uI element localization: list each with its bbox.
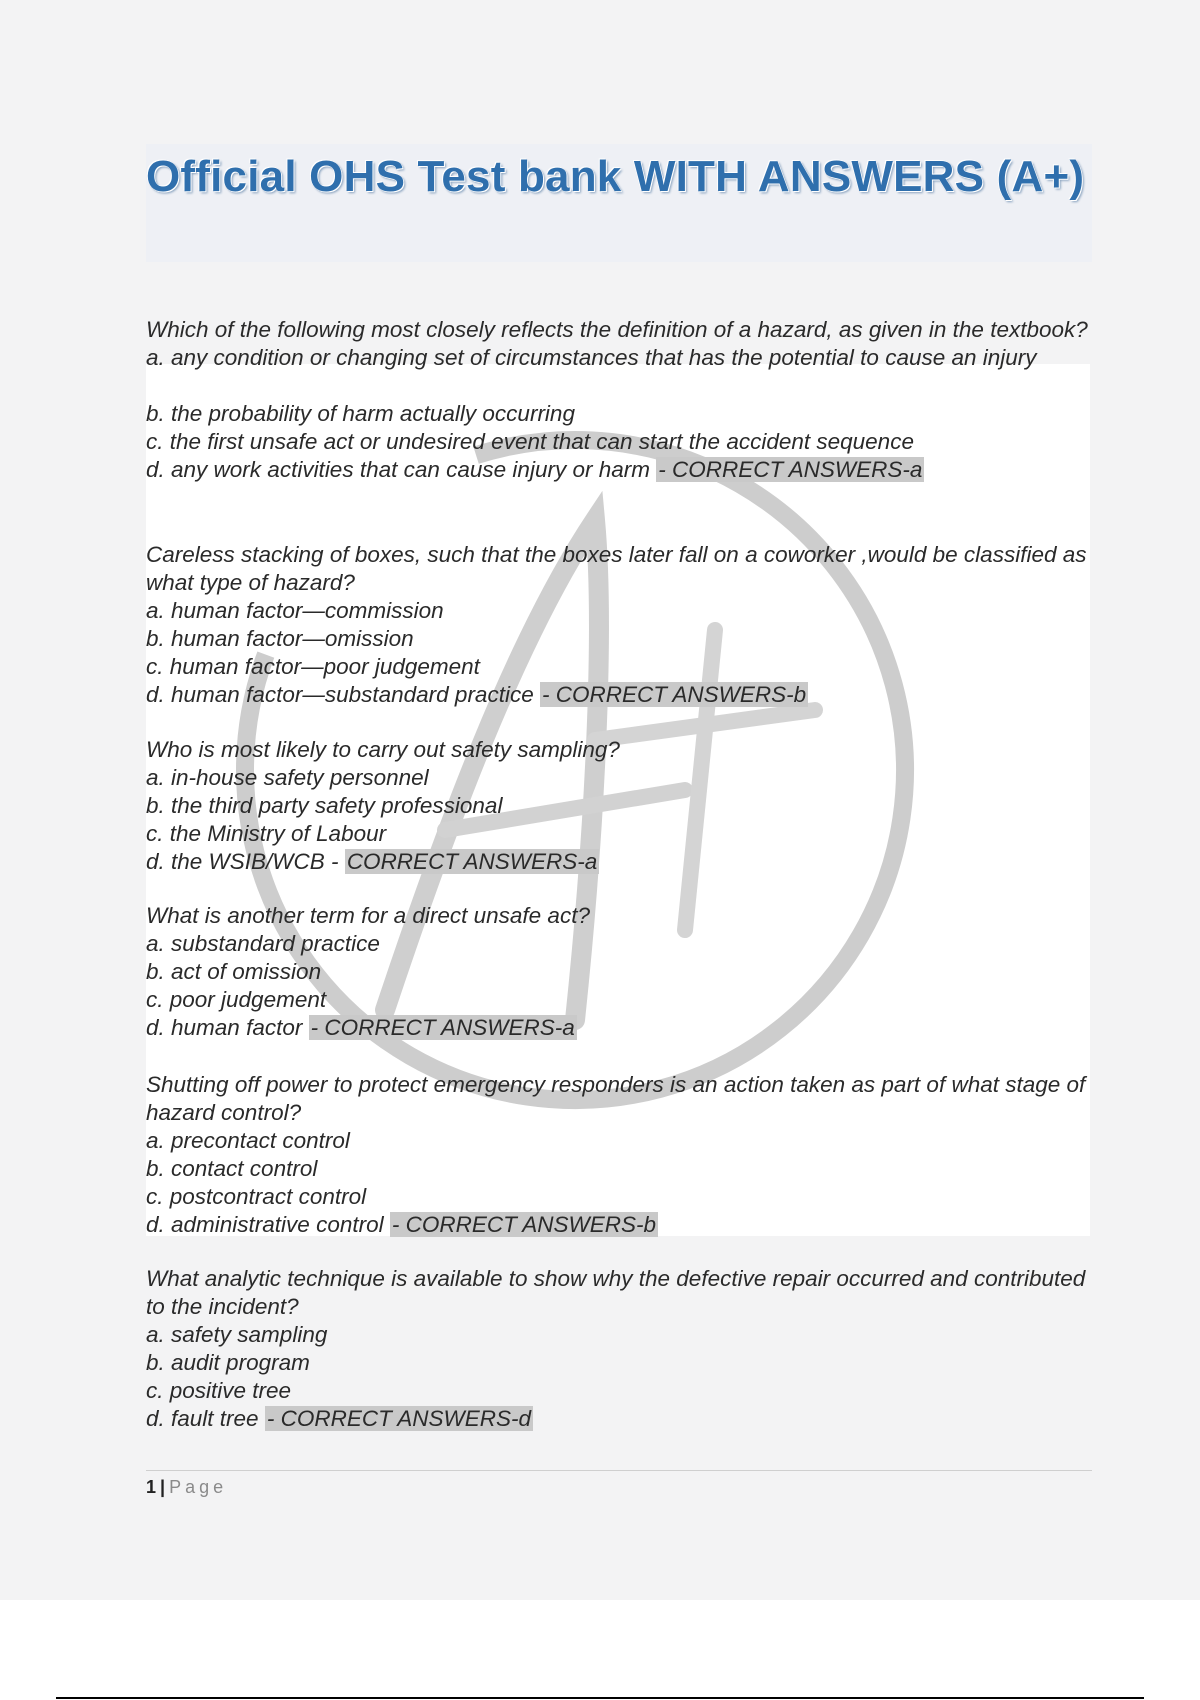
option-b: b. audit program bbox=[146, 1350, 310, 1375]
option-b: b. the probability of harm actually occurring bbox=[146, 401, 575, 426]
option-a: a. precontact control bbox=[146, 1128, 350, 1153]
question-text: Who is most likely to carry out safety sampling? bbox=[146, 737, 620, 762]
correct-answer-highlight: - CORRECT ANSWERS-a bbox=[658, 457, 923, 482]
option-d: d. any work activities that can cause injury or harm bbox=[146, 457, 650, 482]
option-a: a. safety sampling bbox=[146, 1322, 328, 1347]
option-c: c. positive tree bbox=[146, 1378, 292, 1403]
option-c: c. the first unsafe act or undesired event that can start the accident sequence bbox=[146, 429, 914, 454]
question-block bbox=[146, 1265, 1096, 1433]
watermark-text: A+ bbox=[575, 770, 577, 771]
correct-answer-highlight: - CORRECT ANSWERS-d bbox=[266, 1406, 532, 1431]
option-c: c. poor judgement bbox=[146, 987, 327, 1012]
option-a: a. substandard practice bbox=[146, 931, 380, 956]
option-d: d. human factor—substandard practice bbox=[146, 682, 534, 707]
option-a: a. any condition or changing set of circumstances that has the potential to cause an injury bbox=[146, 345, 1037, 370]
option-a: a. human factor—commission bbox=[146, 598, 444, 623]
correct-answer-highlight: - CORRECT ANSWERS-b bbox=[391, 1212, 657, 1237]
option-d-row bbox=[146, 1014, 1096, 1042]
option-c: c. human factor—poor judgement bbox=[146, 654, 480, 679]
option-d: d. the WSIB/WCB - bbox=[146, 849, 339, 874]
question-text: What is another term for a direct unsafe act? bbox=[146, 903, 590, 928]
correct-answer-highlight: - CORRECT ANSWERS-b bbox=[541, 682, 807, 707]
option-b: b. the third party safety professional bbox=[146, 793, 503, 818]
option-a: a. in-house safety personnel bbox=[146, 765, 429, 790]
page-footer bbox=[146, 1477, 227, 1498]
question-text: What analytic technique is available to show why the defective repair occurred and contributed to the incident? bbox=[146, 1266, 1086, 1319]
question-block bbox=[146, 541, 1096, 709]
option-d-row bbox=[146, 681, 1096, 709]
question-block bbox=[146, 736, 1096, 876]
option-d: d. administrative control bbox=[146, 1212, 384, 1237]
option-b: b. act of omission bbox=[146, 959, 322, 984]
option-b: b. contact control bbox=[146, 1156, 318, 1181]
option-c: c. the Ministry of Labour bbox=[146, 821, 387, 846]
question-text: Careless stacking of boxes, such that the boxes later fall on a coworker ,would be classified as what type of hazard? bbox=[146, 542, 1087, 595]
question-block bbox=[146, 1071, 1096, 1239]
question-block bbox=[146, 316, 1096, 372]
question-text: Shutting off power to protect emergency responders is an action taken as part of what stage of hazard control? bbox=[146, 1072, 1086, 1125]
option-b: b. human factor—omission bbox=[146, 626, 414, 651]
question-options bbox=[146, 400, 1096, 484]
footer-divider bbox=[146, 1470, 1092, 1471]
option-d-row bbox=[146, 456, 1096, 484]
document-title: Official OHS Test bank WITH ANSWERS (A+) bbox=[146, 152, 1085, 201]
option-d-row bbox=[146, 1405, 1096, 1433]
question-block bbox=[146, 902, 1096, 1042]
option-d-row bbox=[146, 848, 1096, 876]
option-d: d. human factor bbox=[146, 1015, 303, 1040]
page-label: Page bbox=[169, 1477, 228, 1497]
option-c: c. postcontract control bbox=[146, 1184, 367, 1209]
footer-separator: | bbox=[160, 1477, 166, 1497]
page-number: 1 bbox=[146, 1477, 157, 1497]
option-d-row bbox=[146, 1211, 1096, 1239]
bottom-divider bbox=[56, 1697, 1144, 1699]
question-text: Which of the following most closely reflects the definition of a hazard, as given in the textbook? bbox=[146, 317, 1088, 342]
correct-answer-highlight: CORRECT ANSWERS-a bbox=[346, 849, 598, 874]
option-d: d. fault tree bbox=[146, 1406, 259, 1431]
correct-answer-highlight: - CORRECT ANSWERS-a bbox=[310, 1015, 575, 1040]
